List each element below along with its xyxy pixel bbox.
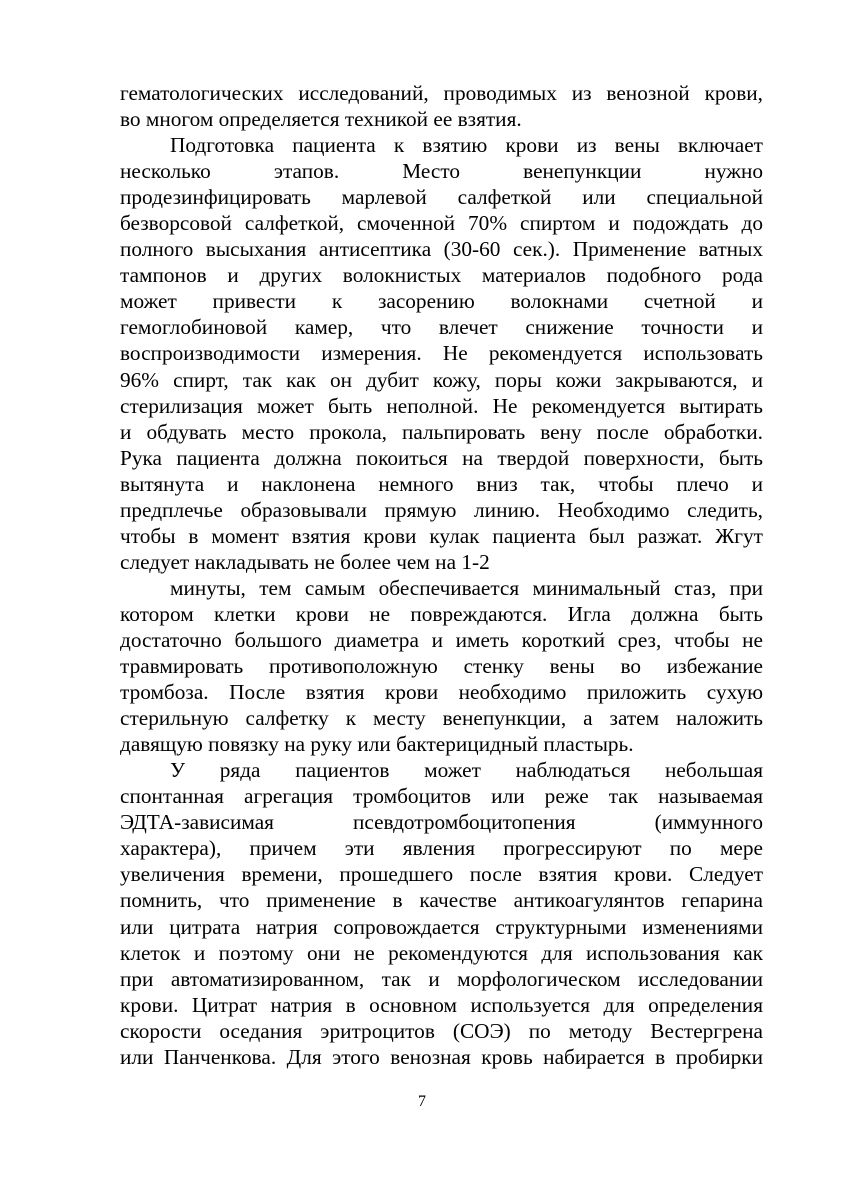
text-line: тромбоза. После взятия крови необходимо приложить сухую [120,680,763,705]
text-line: или Панченкова. Для этого венозная кровь набирается в пробирки [120,1044,763,1069]
text-line: Подготовка пациента к взятию крови из вены включает [170,133,763,158]
text-line: воспроизводимости измерения. Не рекомендуется использовать [120,341,763,366]
text-line: крови. Цитрат натрия в основном используется для определения [120,992,763,1017]
text-line: котором клетки крови не повреждаются. Игла должна быть [120,601,763,626]
text-line: при автоматизированном, так и морфологическом исследовании [120,966,763,991]
text-line: вытянута и наклонена немного вниз так, чтобы плечо и [120,471,763,496]
text-line: во многом определяется техникой ее взятия. [120,107,522,132]
text-line: минуты, тем самым обеспечивается минимальный стаз, при [170,575,763,600]
text-line: и обдувать место прокола, пальпировать вену после обработки. [120,419,763,444]
text-line: давящую повязку на руку или бактерицидный пластырь. [120,732,634,757]
text-line: полного высыхания антисептика (30-60 сек.). Применение ватных [120,237,763,262]
text-line: спонтанная агрегация тромбоцитов или реже так называемая [120,784,763,809]
page-number: 7 [418,1093,426,1110]
text-line: клеток и поэтому они не рекомендуются для использования как [120,940,763,965]
text-line: несколько этапов. Место венепункции нужно [120,159,763,184]
text-line: гемоглобиновой камер, что влечет снижение точности и [120,315,763,340]
text-line: увеличения времени, прошедшего после взятия крови. Следует [120,862,763,887]
text-line: ЭДТА-зависимая псевдотромбоцитопения (иммунного [120,810,763,835]
text-line: стерилизация может быть неполной. Не рекомендуется вытирать [120,393,763,418]
text-line: следует накладывать не более чем на 1-2 [120,549,490,574]
text-line: может привести к засорению волокнами счетной и [120,289,763,314]
text-line: безворсовой салфеткой, смоченной 70% спиртом и подождать до [120,211,763,236]
text-line: стерильную салфетку к месту венепункции, а затем наложить [120,706,763,731]
text-line: помнить, что применение в качестве антикоагулянтов гепарина [120,888,763,913]
text-line: продезинфицировать марлевой салфеткой или специальной [120,185,763,210]
text-line: предплечье образовывали прямую линию. Необходимо следить, [120,497,763,522]
text-line: Рука пациента должна покоиться на твердой поверхности, быть [120,445,763,470]
text-line: тампонов и других волокнистых материалов подобного рода [120,263,763,288]
text-line: гематологических исследований, проводимых из венозной крови, [120,81,763,105]
text-line: У ряда пациентов может наблюдаться небольшая [170,758,763,783]
text-line: травмировать противоположную стенку вены во избежание [120,654,763,679]
text-line: или цитрата натрия сопровождается структурными изменениями [120,914,763,939]
text-line: характера), причем эти явления прогрессируют по мере [120,836,763,861]
text-line: достаточно большого диаметра и иметь короткий срез, чтобы не [120,627,763,652]
text-line: чтобы в момент взятия крови кулак пациента был разжат. Жгут [120,523,763,548]
text-line: скорости оседания эритроцитов (СОЭ) по методу Вестергрена [120,1018,763,1043]
body-text [120,80,763,1070]
text-line: 96% спирт, так как он дубит кожу, поры кожи закрываются, и [120,367,763,392]
